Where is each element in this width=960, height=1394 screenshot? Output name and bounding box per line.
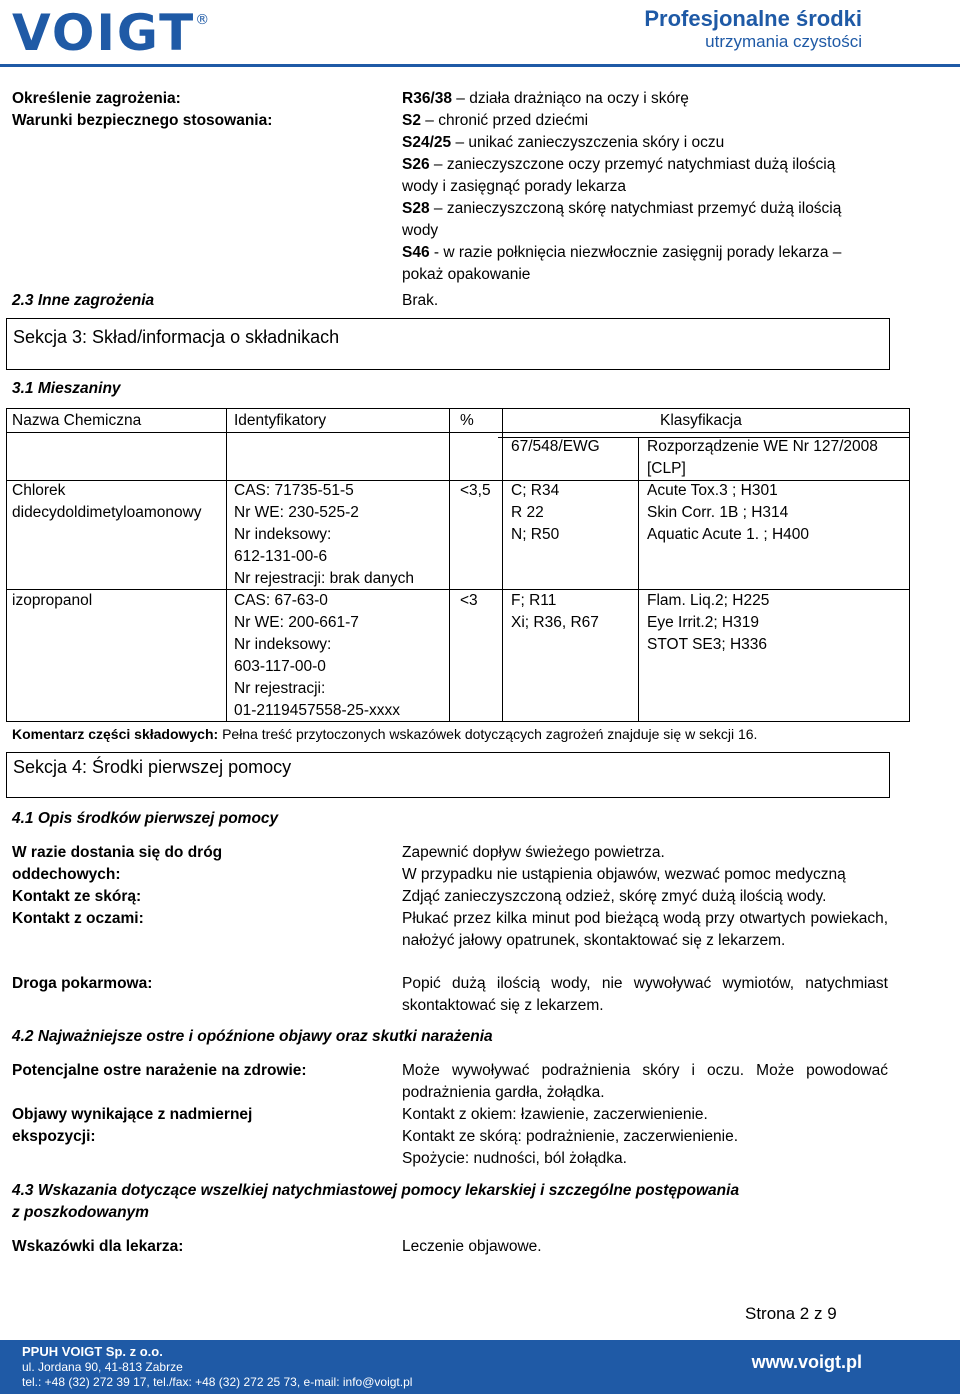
- chem-ewg: C; R34 R 22 N; R50: [511, 482, 560, 543]
- hazard-line: S46 - w razie połknięcia niezwłocznie zasięgnij porady lekarza –: [402, 244, 842, 261]
- header-tagline: Profesjonalne środki: [644, 6, 862, 31]
- chem-name: izopropanol: [12, 592, 93, 609]
- component-comment: Komentarz części składowych: Pełna treść przytoczonych wskazówek dotyczących zagrożeń znajduje się w sekcji 16.: [12, 726, 758, 742]
- table-border: [502, 408, 503, 722]
- acute-label: Potencjalne ostre narażenie na zdrowie:: [12, 1062, 307, 1079]
- col-header-clp: Rozporządzenie WE Nr 127/2008: [647, 438, 878, 455]
- hazard-line: S24/25 – unikać zanieczyszczenia skóry i oczu: [402, 134, 725, 151]
- chem-name: didecydoldimetyloamonowy: [12, 504, 202, 521]
- first-aid-heading: 4.1 Opis środków pierwszej pomocy: [12, 810, 279, 827]
- chem-name: Chlorek: [12, 482, 66, 499]
- hazard-line: wody i zasięgnąć porady lekarza: [402, 178, 627, 195]
- oral-text: Popić dużą ilością wody, nie wywoływać wymiotów, natychmiast skontaktować się z lekarzem.: [402, 975, 888, 1014]
- table-border: [909, 408, 910, 722]
- chem-clp: Acute Tox.3 ; H301 Skin Corr. 1B ; H314 Aquatic Acute 1. ; H400: [647, 482, 809, 543]
- eye-label: Kontakt z oczami:: [12, 910, 144, 927]
- col-header-class: Klasyfikacja: [660, 412, 742, 429]
- table-border: [6, 589, 910, 590]
- chem-pct: <3,5: [460, 482, 491, 499]
- footer-website-link[interactable]: www.voigt.pl: [751, 1352, 862, 1372]
- hazard-line: wody: [402, 222, 439, 239]
- eye-text: Płukać przez kilka minut pod bieżącą wodą przy otwartych powiekach, nałożyć jałowy opatrunek, skontaktować się z lekarzem.: [402, 910, 888, 949]
- table-row: [12, 590, 92, 612]
- section3-box: [6, 318, 890, 370]
- chem-pct: <3: [460, 592, 478, 609]
- hazard-line: S28 – zanieczyszczoną skórę natychmiast przemyć dużą ilością: [402, 200, 842, 217]
- col-header-name: Nazwa Chemiczna: [12, 412, 142, 429]
- voigt-logo: VOIGT®: [12, 4, 212, 62]
- table-border: [6, 408, 910, 409]
- table-border: [449, 408, 450, 722]
- mixtures-heading: 3.1 Mieszaniny: [12, 380, 121, 397]
- doctor-label: Wskazówki dla lekarza:: [12, 1238, 184, 1255]
- overexposure-text: Kontakt z okiem: łzawienie, zaczerwienienie. Kontakt ze skórą: podrażnienie, zaczerwienienie. Spożycie: nudności, ból żołądka.: [402, 1106, 739, 1167]
- table-border: [6, 432, 910, 433]
- footer-contact: tel.: +48 (32) 272 39 17, tel./fax: +48 (32) 272 25 73, e-mail: info@voigt.pl: [22, 1375, 413, 1389]
- hazard-line: R36/38 – działa drażniąco na oczy i skórę: [402, 90, 689, 107]
- inhalation-text: Zapewnić dopływ świeżego powietrza. W przypadku nie ustąpienia objawów, wezwać pomoc medyczną: [402, 844, 846, 883]
- hazard-line: S2 – chronić przed dziećmi: [402, 112, 589, 129]
- overexposure-label: Objawy wynikające z nadmiernej ekspozycji:: [12, 1106, 253, 1145]
- col-header-clp-sub: [CLP]: [647, 460, 686, 477]
- safety-label: Warunki bezpiecznego stosowania:: [12, 112, 273, 129]
- inhalation-label: W razie dostania się do dróg oddechowych:: [12, 844, 223, 883]
- col-header-ids: Identyfikatory: [234, 412, 327, 429]
- skin-label: Kontakt ze skórą:: [12, 888, 142, 905]
- skin-text: Zdjąć zanieczyszczoną odzież, skórę zmyć dużą ilością wody.: [402, 888, 827, 905]
- doctor-text: Leczenie objawowe.: [402, 1238, 542, 1255]
- oral-label: Droga pokarmowa:: [12, 975, 153, 992]
- hazard-line: S26 – zanieczyszczone oczy przemyć natychmiast dużą ilością: [402, 156, 836, 173]
- other-hazards-value: Brak.: [402, 292, 439, 309]
- other-hazards-label: 2.3 Inne zagrożenia: [12, 292, 155, 309]
- chem-ids: CAS: 71735-51-5 Nr WE: 230-525-2 Nr indeksowy: 612-131-00-6 Nr rejestracji: brak danych: [234, 482, 415, 587]
- table-row: [12, 480, 202, 524]
- col-header-pct: %: [460, 412, 474, 429]
- header-tagline-sub: utrzymania czystości: [705, 32, 862, 51]
- footer-address: ul. Jordana 90, 41-813 Zabrze: [22, 1360, 183, 1374]
- footer-company: PPUH VOIGT Sp. z o.o.: [22, 1344, 163, 1359]
- chem-ids: CAS: 67-63-0 Nr WE: 200-661-7 Nr indeksowy: 603-117-00-0 Nr rejestracji: 01-2119457558-25-xxxx: [234, 592, 401, 719]
- hazard-line: pokaż opakowanie: [402, 266, 531, 283]
- page-number: Strona 2 z 9: [745, 1304, 837, 1323]
- table-border: [6, 408, 7, 722]
- section4-box: [6, 752, 890, 798]
- col-header-ewg: 67/548/EWG: [511, 438, 600, 455]
- table-border: [638, 437, 639, 722]
- section3-title: Sekcja 3: Skład/informacja o składnikach: [13, 327, 340, 347]
- hazard-phrases: [402, 88, 902, 286]
- medical-heading: 4.3 Wskazania dotyczące wszelkiej natychmiastowej pomocy lekarskiej i szczególne postępowania z poszkodowanym: [12, 1182, 740, 1221]
- table-border: [226, 408, 227, 722]
- acute-text: Może wywoływać podrażnienia skóry i oczu. Może powodować podrażnienia gardła, żołądka.: [402, 1062, 888, 1101]
- chem-clp: Flam. Liq.2; H225 Eye Irrit.2; H319 STOT SE3; H336: [647, 592, 770, 653]
- hazard-label: Określenie zagrożenia:: [12, 90, 181, 107]
- section4-title: Sekcja 4: Środki pierwszej pomocy: [13, 757, 292, 777]
- table-border: [6, 721, 910, 722]
- chem-ewg: F; R11 Xi; R36, R67: [511, 592, 599, 631]
- header-divider: [0, 64, 960, 67]
- symptoms-heading: 4.2 Najważniejsze ostre i opóźnione objawy oraz skutki narażenia: [12, 1028, 493, 1045]
